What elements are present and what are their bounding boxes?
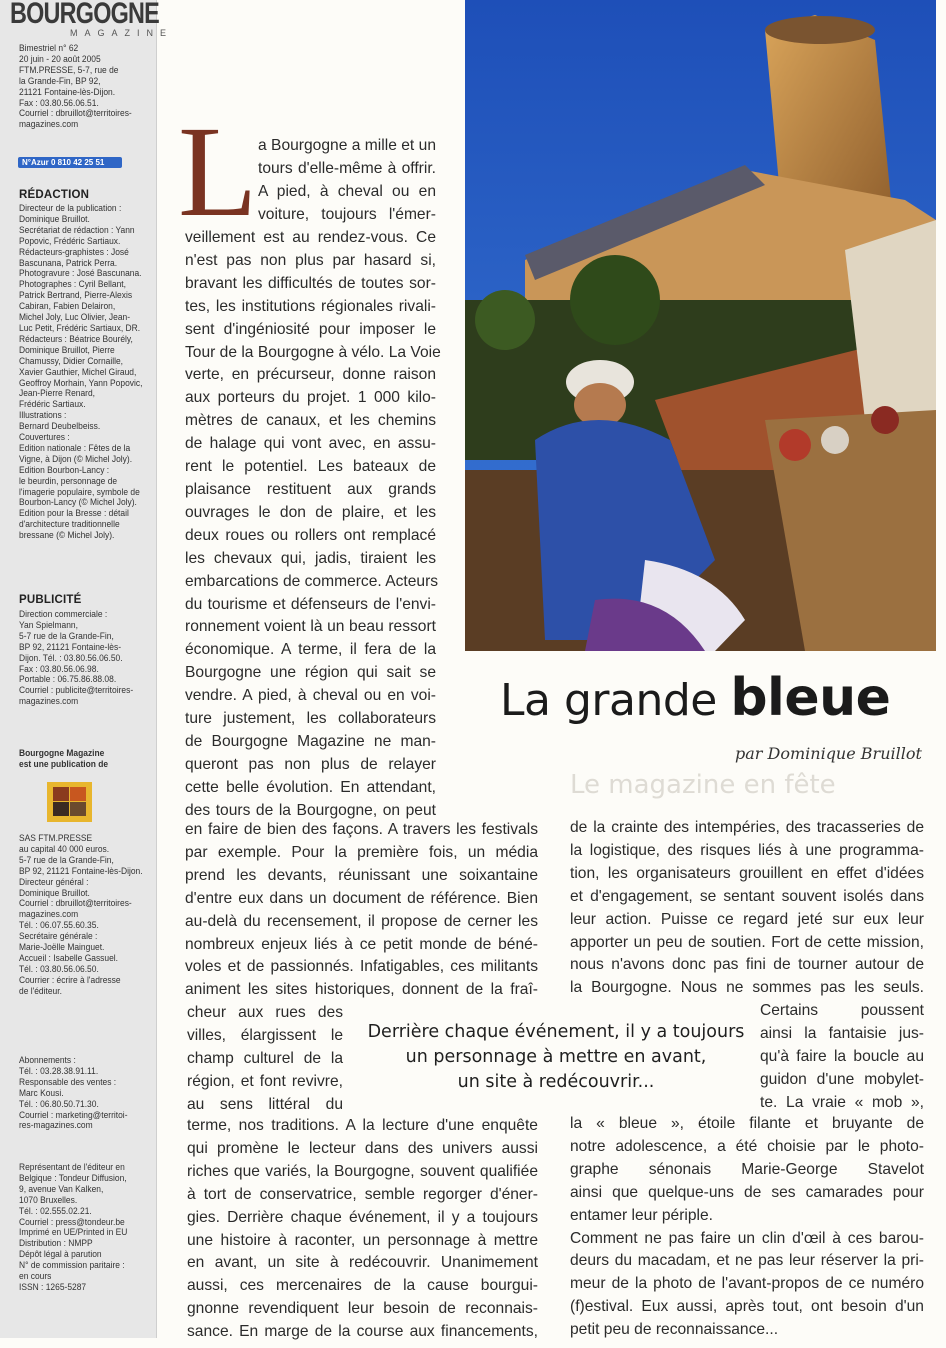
publicite-heading: PUBLICITÉ (19, 594, 82, 606)
text-line: Tél. : 02.555.02.21. (19, 1205, 92, 1217)
text-line: gnonne revendiquent leur besoin de reconnais- (187, 1300, 538, 1318)
ftm-presse-logo (47, 782, 92, 822)
text-line: Bimestriel n° 62 (19, 43, 79, 54)
text-line: Geoffroy Morhain, Yann Popovic, (19, 377, 143, 389)
article-column-2 (570, 817, 924, 1000)
text-line: Certains poussent (760, 1002, 924, 1019)
text-line: des tours de la Bourgogne, on peut (185, 801, 436, 819)
text-line: cheur aux rues des (187, 1004, 343, 1021)
text-line: res-magazines.com (19, 1120, 93, 1132)
title-bold: bleue (730, 668, 891, 728)
text-line: 21121 Fontaine-lès-Dijon. (19, 86, 116, 98)
text-line: de Bourgogne Magazine ne man- (185, 732, 436, 750)
text-line: en cours (19, 1271, 52, 1283)
text-line: et d'engagement, se sentant souvent isolés dans (570, 887, 924, 905)
text-line: Courriel : press@tondeur.be (19, 1216, 125, 1228)
text-line: Bascunana, Patrick Perra. (19, 257, 118, 269)
text-line: entamer leur périple. (570, 1206, 714, 1224)
article-column-1-bottom (187, 1115, 538, 1344)
drop-cap: L (178, 100, 258, 244)
text-line: Dominique Bruillot. (19, 887, 90, 899)
text-line: Edition Bourbon-Lancy : (19, 464, 110, 476)
title-regular: La grande (500, 675, 731, 726)
text-line: 5-7 rue de la Grande-Fin, (19, 854, 114, 866)
text-line: la logistique, des risques liés à une programma- (570, 841, 924, 859)
text-line: riches que variés, la Bourgogne, souvent qualifiée (187, 1162, 538, 1180)
text-line: Fax : 03.80.56.06.98. (19, 663, 99, 675)
text-line: gies. Derrière chaque événement, il y a toujours (187, 1208, 538, 1226)
article-column-2-narrow (760, 1000, 924, 1115)
text-line: Bourgogne une région qui sait se (185, 664, 436, 682)
text-line: aux porteurs du projet. 1 000 kilo- (185, 389, 436, 407)
text-line: Bourbon-Lancy (© Michel Joly). (19, 497, 137, 509)
text-line: au capital 40 000 euros. (19, 843, 110, 855)
text-line: Xavier Gauthier, Michel Giraud, (19, 366, 137, 378)
text-line: Directeur de la publication : (19, 203, 122, 214)
text-line: Derrière chaque événement, il y a toujours (367, 1022, 745, 1042)
text-line: prend les devants, réunissant une soixantaine (185, 866, 538, 884)
text-line: ouvrages le don de plaire, et les (185, 503, 436, 521)
text-line: 1070 Bruxelles. (19, 1194, 78, 1206)
text-line: tes, les institutions régionales rivali- (185, 297, 436, 315)
text-line: Luc Petit, Frédéric Sartiaux, DR. (19, 322, 141, 334)
text-line: Dijon. Tél. : 03.80.56.06.50. (19, 652, 123, 664)
text-line: Comment ne pas faire un clin d'œil à ces barou- (570, 1229, 924, 1247)
text-line: Portable : 06.75.86.88.08. (19, 674, 117, 686)
text-line: Cabiran, Fabien Delairon, (19, 301, 116, 313)
text-line: ISSN : 1265-5287 (19, 1281, 87, 1293)
text-line: Secrétariat de rédaction : Yann (19, 224, 135, 236)
text-line: n'est pas non plus par hasard si, (185, 251, 436, 269)
text-line: de l'éditeur. (19, 985, 62, 997)
text-line: Illustrations : (19, 410, 67, 422)
redaction-heading: RÉDACTION (19, 189, 90, 201)
text-line: Photogravure : José Bascunana. (19, 268, 142, 280)
text-line: Rédacteurs-graphistes : José (19, 246, 129, 258)
text-line: deux roues ou rollers ont remplacé (185, 526, 436, 544)
masthead-sidebar (0, 0, 174, 1338)
text-line: une histoire à raconter, un personnage à mettre (187, 1231, 538, 1249)
text-line: Dominique Bruillot, Pierre (19, 344, 115, 356)
text-line: Rédacteurs : Béatrice Bourély, (19, 333, 133, 345)
publicite-credits (19, 610, 151, 708)
text-line: Couvertures : (19, 432, 70, 444)
text-line: à tort de conservatrice, semble regorger d'éner- (187, 1185, 538, 1203)
text-line: Imprimé en UE/Printed in EU (19, 1227, 128, 1239)
text-line: voiture, toujours l'émer- (258, 205, 436, 223)
text-line: 5-7 rue de la Grande-Fin, (19, 630, 114, 642)
text-line: nombreux enjeux liés à ce petit monde de béné- (185, 935, 538, 953)
text-line: Courriel : dbruillot@territoires- (19, 108, 132, 120)
text-line: aussi, ces mercenaires de la cause bourgui- (187, 1277, 538, 1295)
text-line: magazines.com (19, 696, 79, 708)
text-line: qu'à faire la boucle au (760, 1047, 924, 1065)
text-line: Direction commerciale : (19, 609, 108, 620)
text-line: meur de la photo de l'avant-propos de ce numéro (570, 1275, 924, 1293)
company-info (19, 834, 151, 998)
text-line: Distribution : NMPP (19, 1238, 93, 1250)
text-line: cette belle évolution. En attendant, (185, 778, 436, 796)
logo-subtitle: MAGAZINE (70, 28, 174, 38)
text-line: Dominique Bruillot. (19, 213, 90, 225)
text-line: guidon d'une mobylet- (760, 1070, 924, 1088)
text-line: en faire de bien des façons. A travers les festivals (185, 821, 538, 838)
article-column-1-wide (185, 819, 538, 1002)
text-line: Michel Joly, Luc Olivier, Jean- (19, 312, 131, 324)
text-line: l'imagerie populaire, symbole de (19, 486, 140, 498)
text-line: deurs du macadam, et ne pas leur réserver la pri- (570, 1252, 924, 1270)
text-line: magazines.com (19, 119, 79, 131)
phone-badge: N°Azur 0 810 42 25 51 (18, 157, 122, 168)
text-line: terme, nos traditions. A la lecture d'une enquête (187, 1117, 538, 1134)
text-line: Tour de la Bourgogne à vélo. La Voie (185, 343, 441, 361)
pull-quote (356, 1020, 756, 1095)
subscription-info (19, 1056, 151, 1132)
bleed-through-text: Le magazine en fête (570, 770, 836, 800)
text-line: de halage qui vont avec, en assu- (185, 435, 436, 453)
article-column-1 (185, 227, 441, 823)
text-line: queront pas non plus de relayer (185, 755, 436, 773)
text-line: Courriel : dbruillot@territoires- (19, 898, 132, 910)
text-line: Responsable des ventes : (19, 1076, 117, 1088)
text-line: Photographes : Cyril Bellant, (19, 279, 127, 291)
text-line: te. La vraie « mob », (760, 1093, 924, 1111)
text-line: sance. En marge de la course aux financements, (187, 1323, 538, 1341)
text-line: Edition pour la Bresse : détail (19, 508, 129, 520)
text-line: champ culturel de la (187, 1049, 343, 1067)
text-line: Représentant de l'éditeur en (19, 1162, 125, 1173)
text-line: apporter un peu de soutien. Fort de cette mission, (570, 933, 924, 951)
text-line: A pied, à cheval ou en (258, 182, 436, 200)
text-line: leur action. Puisse ce regard jeté sur eux leur (570, 910, 924, 928)
logo-title: BOURGOGNE (10, 0, 159, 30)
text-line: Marie-Joëlle Mainguet. (19, 942, 105, 954)
publisher-note (19, 749, 151, 771)
text-line: Tél. : 06.80.50.71.30. (19, 1098, 99, 1110)
text-line: est une publication de (19, 758, 109, 770)
text-line: Fax : 03.80.56.06.51. (19, 97, 99, 109)
text-line: au-delà du recensement, il propose de cerner les (185, 912, 538, 930)
belgium-distribution-info (19, 1163, 151, 1294)
text-line: ture justement, les collaborateurs (185, 710, 436, 728)
article-column-1-narrow (187, 1002, 343, 1117)
text-line: d'architecture traditionnelle (19, 519, 120, 531)
text-line: économique. A terme, il fera de la (185, 641, 436, 659)
text-line: ronnement voient là un beau ressort (185, 618, 436, 636)
text-line: ainsi la fantaisie jus- (760, 1024, 924, 1042)
text-line: BP 92, 21121 Fontaine-lès-Dijon. (19, 865, 143, 877)
text-line: 20 juin - 20 août 2005 (19, 53, 101, 65)
text-line: bressane (© Michel Joly). (19, 530, 115, 542)
text-line: du tourisme et défenseurs de l'envi- (185, 595, 436, 613)
article-title (500, 668, 890, 728)
text-line: Courriel : marketing@territoi- (19, 1109, 128, 1121)
text-line: Tél. : 03.80.56.06.50. (19, 963, 99, 975)
text-line: notre adolescence, a été choisie par le photo- (570, 1137, 924, 1155)
text-line: villes, élargissent le (187, 1026, 343, 1044)
text-line: Accueil : Isabelle Gassuel. (19, 952, 119, 964)
text-line: Frédéric Sartiaux. (19, 399, 86, 411)
text-line: BP 92, 21121 Fontaine-lès- (19, 641, 122, 653)
text-line: (f)estival. Eux aussi, après tout, ont besoin d'un (570, 1298, 924, 1316)
text-line: Belgique : Tondeur Diffusion, (19, 1172, 127, 1184)
text-line: a Bourgogne a mille et un (258, 137, 436, 154)
text-line: SAS FTM.PRESSE (19, 833, 93, 844)
issue-info (19, 44, 151, 131)
text-line: tours d'elle-même à offrir. (258, 159, 436, 177)
article-byline: par Dominique Bruillot (735, 744, 922, 763)
text-line: un personnage à mettre en avant, (405, 1047, 707, 1067)
text-line: Jean-Pierre Renard, (19, 388, 96, 400)
text-line: la « bleue », étoile filante et bruyante de (570, 1115, 924, 1132)
text-line: Courriel : publicite@territoires- (19, 685, 134, 697)
text-line: Dépôt légal à parution (19, 1249, 102, 1261)
text-line: le beurdin, personnage de (19, 475, 118, 487)
text-line: Bourgogne Magazine (19, 748, 105, 759)
text-line: un site à redécouvrir... (457, 1072, 655, 1092)
text-line: Bernard Deubelbeiss. (19, 421, 101, 433)
text-line: qui promène le lecteur dans des univers aussi (187, 1139, 538, 1157)
text-line: par exemple. Pour la première fois, un média (185, 843, 538, 861)
text-line: de la crainte des intempéries, des tracasseries de (570, 819, 924, 836)
magazine-logo (10, 0, 174, 38)
article-photo (465, 0, 936, 651)
text-line: mètres de canaux, et les chemins (185, 412, 436, 430)
text-line: Yan Spielmann, (19, 619, 78, 631)
article-column-intro (258, 135, 436, 227)
text-line: magazines.com (19, 909, 79, 921)
text-line: graphe sénonais Marie-George Stavelot (570, 1160, 924, 1178)
article-column-2-bottom (570, 1113, 924, 1342)
text-line: plaisance restituent aux grands (185, 480, 436, 498)
text-line: rent le potentiel. Les bateaux de (185, 458, 436, 476)
redaction-credits (19, 204, 151, 542)
text-line: Directeur général : (19, 876, 89, 888)
text-line: la Grande-Fin, BP 92, (19, 75, 101, 87)
text-line: sent d'ingéniosité pour imposer le (185, 320, 436, 338)
text-line: Tél. : 06.07.55.60.35. (19, 920, 99, 932)
text-line: nous n'avons donc pas fini de tourner autour de (570, 956, 924, 974)
text-line: au sens littéral du (187, 1095, 343, 1113)
text-line: tion, les organisateurs grouillent en effet d'idées (570, 864, 924, 882)
text-line: ainsi que quelque-uns de ses camarades pour (570, 1183, 924, 1201)
text-line: FTM.PRESSE, 5-7, rue de (19, 64, 119, 76)
text-line: Patrick Bertrand, Pierre-Alexis (19, 290, 133, 302)
text-line: Popovic, Frédéric Sartiaux. (19, 235, 121, 247)
text-line: d'entre eux dans un document de référence. Bien (185, 889, 538, 907)
text-line: la Bourgogne. Nous ne sommes pas les seuls. (570, 979, 924, 997)
text-line: Abonnements : (19, 1055, 76, 1066)
text-line: Edition nationale : Fêtes de la (19, 442, 131, 454)
text-line: animent les sites historiques, donnent de la fraî- (185, 981, 538, 999)
text-line: bravant les difficultés de toutes sor- (185, 274, 436, 292)
text-line: veillement est au rendez-vous. Ce (185, 229, 436, 246)
text-line: en avant, un site à redécouvrir. Unanimement (187, 1254, 538, 1272)
text-line: les chevaux qui, jadis, tiraient les (185, 549, 436, 567)
text-line: vendre. A pied, à cheval ou en voi- (185, 687, 436, 705)
text-line: embarcations de commerce. Acteurs (185, 572, 439, 590)
text-line: Chamussy, Didier Cornaille, (19, 355, 124, 367)
text-line: petit peu de reconnaissance... (570, 1321, 779, 1339)
text-line: Courrier : écrire à l'adresse (19, 974, 121, 986)
text-line: voles et de passionnés. Infatigables, ces militants (185, 958, 538, 976)
text-line: Vigne, à Dijon (© Michel Joly). (19, 453, 133, 465)
text-line: Marc Kousi. (19, 1087, 64, 1099)
text-line: verte, en précurseur, donne raison (185, 366, 436, 384)
text-line: Tél. : 03.28.38.91.11. (19, 1065, 99, 1077)
text-line: Secrétaire générale : (19, 931, 98, 943)
text-line: 9, avenue Van Kalken, (19, 1183, 104, 1195)
text-line: N° de commission paritaire : (19, 1260, 125, 1272)
text-line: région, et font revivre, (187, 1072, 343, 1090)
